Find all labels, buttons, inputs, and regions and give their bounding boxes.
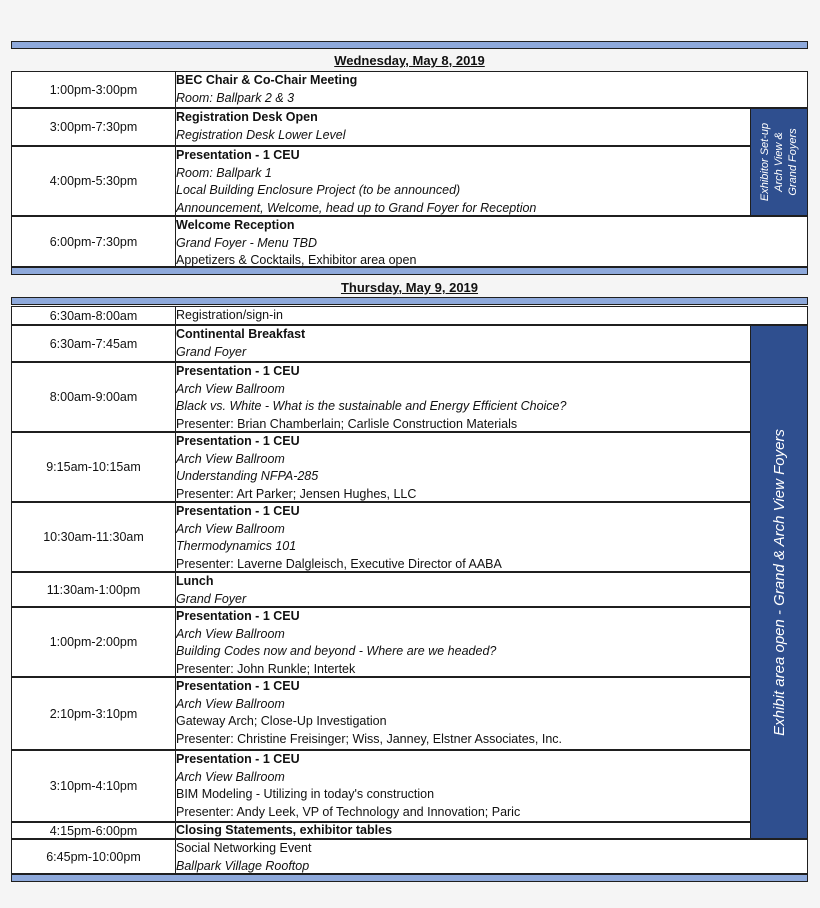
time-slot: 9:15am-10:15am xyxy=(12,433,176,501)
event-title: Presentation - 1 CEU xyxy=(176,434,300,448)
event-details xyxy=(176,751,520,821)
time-slot: 3:10pm-4:10pm xyxy=(12,751,176,821)
day-title-wednesday: Wednesday, May 8, 2019 xyxy=(334,53,485,68)
event-topic: BIM Modeling - Utilizing in today's construction xyxy=(176,787,435,801)
footer-bar xyxy=(11,267,808,275)
event-presenter: Presenter: Art Parker; Jensen Hughes, LLC xyxy=(176,486,417,501)
schedule-row xyxy=(11,502,808,572)
time-slot: 6:30am-7:45am xyxy=(12,326,176,361)
event-details xyxy=(176,147,536,217)
side-line: Exhibitor Set-up xyxy=(759,122,772,202)
time-slot: 3:00pm-7:30pm xyxy=(12,109,176,145)
schedule-row xyxy=(11,750,808,822)
exhibit-area-label xyxy=(750,325,808,839)
event-details xyxy=(176,307,283,325)
schedule-row xyxy=(11,432,808,502)
time-slot: 8:00am-9:00am xyxy=(12,363,176,431)
event-title: Presentation - 1 CEU xyxy=(176,679,300,693)
event-details xyxy=(176,678,562,748)
event-details xyxy=(176,326,305,361)
event-location: Arch View Ballroom xyxy=(176,696,285,711)
side-line: Grand Foyers xyxy=(787,128,800,196)
schedule-row xyxy=(11,108,808,146)
event-topic: Local Building Enclosure Project (to be announced) xyxy=(176,183,461,197)
event-title: Presentation - 1 CEU xyxy=(176,504,300,518)
event-topic: Thermodynamics 101 xyxy=(176,539,297,553)
schedule-row xyxy=(11,146,808,216)
schedule-row xyxy=(11,822,808,839)
event-location: Grand Foyer - Menu TBD xyxy=(176,235,318,250)
event-title: Registration/sign-in xyxy=(176,308,283,322)
event-title: Continental Breakfast xyxy=(176,327,306,341)
time-slot: 4:00pm-5:30pm xyxy=(12,147,176,215)
event-title: Registration Desk Open xyxy=(176,110,318,124)
schedule-row xyxy=(11,572,808,607)
event-topic: Gateway Arch; Close-Up Investigation xyxy=(176,714,387,728)
time-slot: 4:15pm-6:00pm xyxy=(12,823,176,838)
schedule-row xyxy=(11,607,808,677)
event-details xyxy=(176,573,246,608)
event-presenter: Presenter: Laverne Dalgleisch, Executive Director of AABA xyxy=(176,556,502,571)
header-bar xyxy=(11,297,808,305)
time-slot: 1:00pm-3:00pm xyxy=(12,72,176,107)
event-location: Arch View Ballroom xyxy=(176,769,285,784)
event-details xyxy=(176,608,496,678)
event-details xyxy=(176,109,346,144)
schedule-row xyxy=(11,677,808,750)
time-slot: 6:30am-8:00am xyxy=(12,307,176,324)
event-location: Room: Ballpark 2 & 3 xyxy=(176,90,295,105)
event-title: Presentation - 1 CEU xyxy=(176,609,300,623)
event-topic: Building Codes now and beyond - Where are we headed? xyxy=(176,644,497,658)
event-note: Appetizers & Cocktails, Exhibitor area open xyxy=(176,253,417,267)
time-slot: 1:00pm-2:00pm xyxy=(12,608,176,676)
event-details xyxy=(176,217,416,270)
schedule-row xyxy=(11,306,808,325)
schedule-row xyxy=(11,325,808,362)
event-details xyxy=(176,433,416,503)
day-title-thursday: Thursday, May 9, 2019 xyxy=(340,280,479,295)
event-location: Registration Desk Lower Level xyxy=(176,127,346,142)
event-title: Social Networking Event xyxy=(176,841,312,855)
event-location: Arch View Ballroom xyxy=(176,521,285,536)
time-slot: 11:30am-1:00pm xyxy=(12,573,176,606)
event-details xyxy=(176,503,502,573)
event-details xyxy=(176,840,311,875)
event-details xyxy=(176,363,566,433)
event-presenter: Presenter: John Runkle; Intertek xyxy=(176,661,356,676)
event-note: Announcement, Welcome, head up to Grand Foyer for Reception xyxy=(176,200,537,215)
event-location: Ballpark Village Rooftop xyxy=(176,858,310,873)
event-presenter: Presenter: Christine Freisinger; Wiss, Janney, Elstner Associates, Inc. xyxy=(176,731,563,746)
event-title: Presentation - 1 CEU xyxy=(176,364,300,378)
time-slot: 10:30am-11:30am xyxy=(12,503,176,571)
event-location: Arch View Ballroom xyxy=(176,381,285,396)
event-details xyxy=(176,823,392,838)
event-topic: Black vs. White - What is the sustainable and Energy Efficient Choice? xyxy=(176,399,567,413)
exhibitor-setup-label xyxy=(750,108,808,216)
event-presenter: Presenter: Andy Leek, VP of Technology and Innovation; Paric xyxy=(176,804,521,819)
schedule-row xyxy=(11,71,808,108)
event-location: Room: Ballpark 1 xyxy=(176,165,272,180)
time-slot: 2:10pm-3:10pm xyxy=(12,678,176,749)
time-slot: 6:00pm-7:30pm xyxy=(12,217,176,266)
side-label: Exhibit area open - Grand & Arch View Foyers xyxy=(770,428,788,736)
event-title: Presentation - 1 CEU xyxy=(176,752,300,766)
event-location: Arch View Ballroom xyxy=(176,626,285,641)
event-details xyxy=(176,72,357,107)
event-presenter: Presenter: Brian Chamberlain; Carlisle Construction Materials xyxy=(176,416,518,431)
event-title: Presentation - 1 CEU xyxy=(176,148,300,162)
side-line: Arch View & xyxy=(773,132,786,192)
event-title: BEC Chair & Co-Chair Meeting xyxy=(176,73,358,87)
schedule-row xyxy=(11,216,808,267)
schedule-row xyxy=(11,839,808,874)
time-slot: 6:45pm-10:00pm xyxy=(12,840,176,873)
event-location: Arch View Ballroom xyxy=(176,451,285,466)
event-title: Closing Statements, exhibitor tables xyxy=(176,823,393,837)
event-location: Grand Foyer xyxy=(176,344,247,359)
event-location: Grand Foyer xyxy=(176,591,247,606)
event-title: Welcome Reception xyxy=(176,218,295,232)
event-title: Lunch xyxy=(176,574,214,588)
event-topic: Understanding NFPA-285 xyxy=(176,469,319,483)
footer-bar xyxy=(11,874,808,882)
schedule-row xyxy=(11,362,808,432)
header-bar xyxy=(11,41,808,49)
